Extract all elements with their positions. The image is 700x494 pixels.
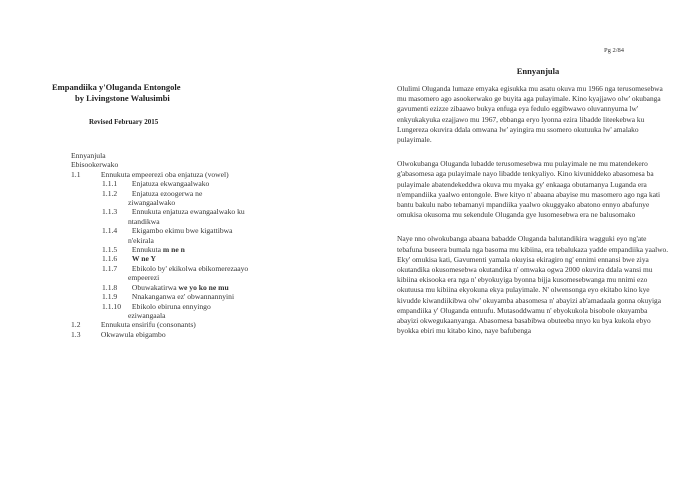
toc-item-number: 1.2 — [71, 320, 81, 330]
toc-item[interactable] — [71, 292, 352, 301]
toc-item-number: 1.1.6 — [102, 254, 118, 264]
toc-item-number: 1.1 — [71, 169, 81, 179]
toc-item-text: Ebikolo ebiruna ennyingo — [131, 301, 211, 311]
toc-item-number: 1.1.10 — [102, 301, 121, 311]
right-column — [397, 66, 669, 350]
toc-item-text-cont: ntandikwa — [128, 216, 160, 226]
toc-item-bold: W ne Y — [131, 254, 156, 264]
toc-item-number: 1.1.7 — [102, 263, 118, 273]
toc-item[interactable] — [71, 189, 292, 208]
body-paragraph: Olwokubanga Oluganda lubadde terusomesebwa mu pulayimale ne mu matendekero g'abasomesa aga pulayimale nayo libadde tenkyaliyo. Kino kivuniddeko abasomesa ba pulayimale abatendekeddwa okuva mu myaka gy' enkaaga obutamanya Luganda era n'empandiika yaalwo entongole. Bwe kityo n' abaana abayise mu masomero ago nga kati bantu bakulu nabo tebamanyi mpandiika yaalwo okuggyako abatono ennyo abafunye omukisa okusoma mu sekendule Oluganda gye lusomesebwa era ne balusomako — [397, 159, 661, 220]
toc-item[interactable] — [71, 245, 352, 254]
toc-item-text-cont: eziwangaala — [128, 310, 166, 320]
toc-item-text: Ennukuta empeerezi oba enjatuza (vowel) — [100, 169, 229, 179]
toc-item-number: 1.1.8 — [102, 282, 118, 292]
toc-item[interactable] — [71, 264, 292, 283]
title-line-1: Empandiika y'Oluganda Entongole — [52, 82, 181, 92]
toc-heading-preliminaries[interactable]: Ebisookerwako — [71, 160, 119, 170]
toc-item-number: 1.1.3 — [102, 207, 118, 217]
toc-item[interactable] — [71, 302, 292, 321]
toc-item-number: 1.1.1 — [102, 179, 118, 189]
toc-item-text: Ennukuta enjatuza ewangaalwako ku — [131, 207, 245, 217]
toc-item[interactable] — [71, 254, 352, 263]
toc-item-text: Ebikolo by' ekikolwa ebikomerezaayo — [131, 263, 249, 273]
toc-item[interactable] — [71, 283, 352, 292]
toc-item-text-cont: empeerezi — [128, 273, 160, 283]
toc-item[interactable] — [71, 170, 352, 179]
toc-item-text-cont: n'ekirala — [128, 235, 154, 245]
toc-heading-intro[interactable]: Ennyanjula — [71, 151, 106, 160]
body-paragraph: Naye nno olwokubanga abaana babadde Oluganda balutandikira wagguki eyo ng'ate tebafuna buseera bumala nga basoma mu kibiina, era tebalukaza yadde empandiika yaalwo. Eky' omukisa kati, Gavumenti yamala okuyisa ekiragiro ng' ennimi ennansi bwe ziya okutandika okusomesebwa okutandika n' omwaka ogwa 2000 okuvira ddala wansi mu kibiina ekisooka era nga n' ebyokuyiga byonna bijja kusomesebwanga mu nnimi ezo okutuusa mu kibiina ekyokuna ekya pulayimale. N' olwensonga eyo ekitabo kino kye kivudde kiwandiikibwa olw' okuyamba abasomesa n' abayizi ab'amadaala gonna okuyiga empandiika y' Oluganda entuufu. Mutasoddwamu n' ebyokukola bisobole okuyamba abayizi okwegukaanyanga. Abasomesa basabibwa obuteeba nnyo ku bya kukola ebyo byokka ebiri mu kitabo kino, naye bafubenga — [397, 234, 669, 336]
toc-item-text: Nnakanganwa ez' obwannannyini — [131, 292, 235, 302]
toc-item-text: Ennukuta — [131, 245, 162, 255]
section-heading: Ennyanjula — [516, 66, 560, 76]
toc-item[interactable] — [71, 207, 292, 226]
title-line-2: by Livingstone Walusimbi — [75, 93, 170, 103]
toc-item-number: 1.1.2 — [102, 188, 118, 198]
toc-item[interactable] — [71, 330, 352, 339]
toc-item-text: Enjatuza ezoogerwa ne — [131, 188, 203, 198]
toc-item-text: Obuwakatirwa — [131, 282, 177, 292]
toc-item-bold: we yo ko ne mu — [178, 282, 229, 292]
toc-item[interactable] — [71, 179, 352, 188]
toc-item[interactable] — [71, 320, 352, 329]
left-column — [52, 82, 352, 339]
page-number: Pg 2/84 — [604, 47, 625, 54]
toc-item-text-cont: ziwangaalwako — [128, 198, 176, 208]
toc-item-text: Enjatuza ekwangaalwako — [131, 179, 210, 189]
revision-date: Revised February 2015 — [89, 118, 159, 126]
toc-item-number: 1.1.5 — [102, 245, 118, 255]
toc-item-number: 1.3 — [71, 329, 81, 339]
body-paragraph: Olulimi Oluganda lumaze emyaka egisukka mu asatu okuva mu 1966 nga terusomesebwa mu masomero ago asookerwako ge buyita aga pulayimale. Kino kyajjawo olw' okubanga gavumenti ezizze zibaawo bukya enfuga eya fedulo eggibwawo oluvannyuma lw' enkyukakyuka ezajjawo mu 1967, ebbanga eryo lyonna ezira libadde liteekebwa ku Lungereza okuvira ddala omwana lw' ayingira mu ssomero okutuuka lw' amalako pulayimale. — [397, 84, 663, 145]
toc-item-text: Ekigambo ekimu bwe kigattibwa — [131, 226, 233, 236]
toc-item-text: Ennukuta ensirifu (consonants) — [100, 320, 196, 330]
table-of-contents — [52, 151, 352, 339]
toc-item-number: 1.1.4 — [102, 226, 118, 236]
toc-item-text: Okwawula ebigambo — [100, 329, 166, 339]
document-title — [52, 82, 352, 104]
toc-item[interactable] — [71, 226, 292, 245]
toc-item-number: 1.1.9 — [102, 292, 118, 302]
toc-item-bold: m ne n — [162, 245, 185, 255]
